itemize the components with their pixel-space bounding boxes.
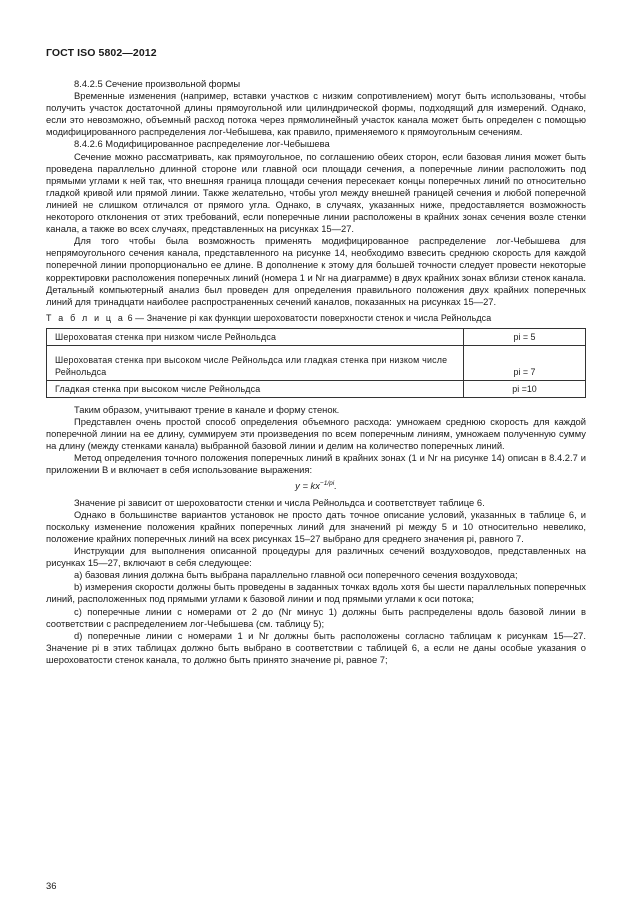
section-8425-heading: 8.4.2.5 Сечение произвольной формы [74,78,241,89]
paragraph-flow-method: Представлен очень простой способ определения объемного расхода: умножаем среднюю скорость для каждой поперечной линии на ее длину, суммируем эти произведения по всем поперечным линиям, умножаем полученную сумму на длину (между стенками канала) выбранной базовой линии и делим на количество поперечных линий. [46,415,586,452]
paragraph-extreme-zones: Метод определения точного положения поперечных линий в крайних зонах (1 и Nr на рисунке 14) описан в 8.4.2.7 и приложении В и включает в себя использование выражения: [46,452,586,476]
table-row [47,380,586,397]
reynolds-table [46,328,586,398]
table-caption-word: Т а б л и ц а [46,312,125,323]
list-item-d: d) поперечные линии с номерами 1 и Nr должны быть расположены согласно таблицам к рисункам 15—27. Значение pi в этих таблицах должно быть выбрано в соответствии с таблицей 6, а если не даны особые указания о шероховатости стенок канала, то должно быть принято значение pi, равное 7; [46,629,586,665]
table-row [47,345,586,380]
table-cell-value: pi = 7 [464,345,586,380]
formula-base: y = kx [295,480,320,492]
list-item-b: b) измерения скорости должны быть проведены в заданных точках вдоль хотя бы шести параллельных поперечных линий, расположенных под прямыми углами к базовой линии и под прямыми углами к оси потока; [46,581,586,605]
paragraph-instructions: Инструкции для выполнения описанной процедуры для различных сечений воздуховодов, представленных на рисунках 15—27, включают в себя следующее: [46,545,586,569]
table-cell-value: pi = 5 [464,328,586,345]
paragraph-installations: Однако в большинстве вариантов установок не просто дать точное описание условий, указанных в таблице 6, и поскольку изменение положения крайних поперечных линий для значений pi между 5 и 10 относительно невелико, положение крайних поперечных линий на всех рисунках 15–27 выбрано для среднего значения pi, равного 7. [46,508,586,544]
table-cell-desc: Шероховатая стенка при низком числе Рейнольдса [47,328,464,345]
formula-exponent: −1/pi [319,480,335,488]
table-caption-rest: 6 — Значение pi как функции шероховатости поверхности стенок и числа Рейнольдса [127,312,492,323]
formula [46,478,586,492]
table-cell-desc: Гладкая стенка при высоком числе Рейнольдса [47,380,464,397]
table-caption [46,312,586,324]
body-text [46,78,586,666]
section-8426-paragraph-2: Для того чтобы была возможность применять модифицированное распределение лог-Чебышева для непрямоугольного сечения канала, представленного на рисунке 14, необходимо взвесить среднюю скорость для каждой поперечной линии пропорционально ее длине. В дополнение к этому для большей точности следует провести некоторые корректировки расположения поперечных линий (номера 1 и Nr на диаграмме) в двух крайних зонах вблизи стенок канала. Детальный компьютерный анализ был проведен для определения правильного положения двух крайних поперечных линий для тринадцати наиболее распространенных сечений каналов, показанных на рисунках 15—27. [46,235,586,307]
table-row [47,328,586,345]
formula-end: . [334,480,337,492]
section-8426-heading: 8.4.2.6 Модифицированное распределение лог-Чебышева [74,138,330,150]
section-8425-text: Временные изменения (например, вставки участков с низким сопротивлением) могут быть использованы, чтобы получить участок достаточной длины прямоугольной или цилиндрической формы, подходящий для измерений. Однако, если это невозможно, объемный расход потока через прямолинейный участок канала может быть определен с помощью модифицированного распределения лог-Чебышева, как правило, применяемого к прямоугольным сечениям. [46,90,586,138]
table-cell-desc: Шероховатая стенка при высоком числе Рейнольдса или гладкая стенка при низком числе Рейнольдса [47,345,464,380]
list-item-c: c) поперечные линии с номерами от 2 до (Nr минус 1) должны быть распределены вдоль базовой линии в соответствии с распределением лог-Чебышева (см. таблицу 5); [46,605,586,629]
standard-header: ГОСТ ISO 5802—2012 [46,47,157,59]
paragraph-friction: Таким образом, учитывают трение в канале и форму стенок. [74,403,340,415]
page-number: 36 [46,880,57,891]
section-8426-paragraph-1: Сечение можно рассматривать, как прямоугольное, по соглашению обеих сторон, если базовая линия может быть проведена параллельно длинной стороне или главной оси площади сечения, а поперечные линии расположить под прямыми углами к ней так, что внешняя граница площади сечения пересекает концы поперечных линий по относительно гладкой кривой или прямой линии. Также желательно, чтобы угол между внешней границей сечения и любой поперечной линией не слишком отличался от прямого угла. Однако, в случаях, указанных ниже, предоставляется возможность некоторого отклонения от этих требований, если поперечные линии расположены в крайних зонах сечения возле стенки канала, а также во всех случаях, представленных на рисунках 15—27. [46,150,586,235]
table-cell-value: pi =10 [464,380,586,397]
list-item-a: a) базовая линия должна быть выбрана параллельно главной оси поперечного сечения воздуховода; [74,569,518,581]
paragraph-pi-value: Значение pi зависит от шероховатости стенки и числа Рейнольдса и соответствует таблице 6. [74,496,485,508]
